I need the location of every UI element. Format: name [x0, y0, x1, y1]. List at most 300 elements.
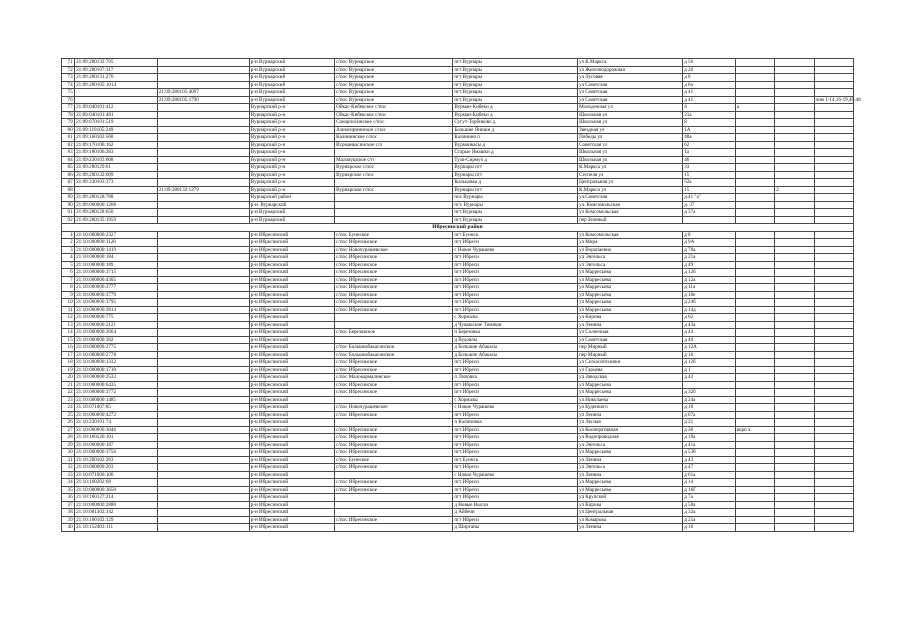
cell-premises-number	[157, 201, 249, 209]
cell-street: ул Советская	[578, 96, 683, 104]
cell-cadastral-number: 21:10:160202:68	[75, 479, 158, 487]
cell-apartment	[775, 141, 814, 149]
cell-house: д 11а	[683, 284, 736, 292]
cell-district: р-н Ибресинский	[249, 291, 334, 299]
cell-row-number: 6	[62, 269, 75, 277]
cell-apartment	[775, 389, 814, 397]
cell-street: ул Николаева	[578, 396, 683, 404]
cell-apartment	[775, 344, 814, 352]
cell-street: ул Советская	[578, 336, 683, 344]
table-row	[62, 509, 854, 517]
cell-settlement-municipality: Азимсирминское с/пос	[335, 126, 453, 134]
table-row	[62, 104, 854, 112]
cell-row-number: 16	[62, 344, 75, 352]
cell-district: Вурнарский р-н	[249, 134, 334, 142]
cell-street: ул Воропаевна	[578, 246, 683, 254]
cell-apartment	[775, 156, 814, 164]
cell-settlement-municipality: Санарпосинское с/пос	[335, 119, 453, 127]
cell-settlement-municipality: Вурнарское с/пос	[335, 164, 453, 172]
cell-locality: Кольцовка д	[453, 179, 578, 187]
cell-house: д 8	[683, 74, 736, 82]
cell-house: д 43а	[683, 321, 736, 329]
cell-building	[735, 359, 774, 367]
cell-premises-number	[157, 231, 249, 239]
table-row	[62, 479, 854, 487]
cell-locality: пгт Ибреси	[453, 441, 578, 449]
cell-building	[735, 276, 774, 284]
cell-building	[735, 216, 774, 224]
cell-apartment	[775, 314, 814, 322]
cell-premises-number	[157, 404, 249, 412]
table-row	[62, 524, 854, 532]
cell-apartment	[775, 479, 814, 487]
cell-premises-number	[157, 449, 249, 457]
cell-premises-number	[157, 156, 249, 164]
cell-house: д 9А	[683, 239, 736, 247]
cell-row-number: 73	[62, 74, 75, 82]
cell-cadastral-number: 21:10:000000:3795	[75, 299, 158, 307]
cell-locality: Старые Ямашки д	[453, 149, 578, 157]
cell-cadastral-number: 21:09:280131:270	[75, 74, 158, 82]
cell-settlement-municipality	[335, 216, 453, 224]
cell-apartment	[775, 239, 814, 247]
cell-building	[735, 164, 774, 172]
table-row	[62, 494, 854, 502]
cell-district: р-н Вурнарский	[249, 209, 334, 217]
cell-building	[735, 156, 774, 164]
cell-house: д 20	[683, 66, 736, 74]
cell-premises-number	[157, 276, 249, 284]
cell-locality: Тузи-Сирмуч д	[453, 156, 578, 164]
cell-district: р-н Ибресинский	[249, 434, 334, 442]
cell-house: 21а	[683, 111, 736, 119]
cell-settlement-municipality: с/пос Большеабакасинское	[335, 351, 453, 359]
cell-note	[814, 126, 854, 134]
cell-settlement-municipality: с/пос Ибресинское	[335, 464, 453, 472]
cell-premises-number	[157, 329, 249, 337]
table-row	[62, 119, 854, 127]
cell-building	[735, 254, 774, 262]
section-title: Ибресинский район	[62, 224, 854, 232]
cell-building	[735, 179, 774, 187]
cell-house: д 41	[683, 96, 736, 104]
cell-street: К.Маркса ул	[578, 164, 683, 172]
cell-district: р-н Ибресинский	[249, 344, 334, 352]
cell-building	[735, 231, 774, 239]
cell-house: д 8	[683, 231, 736, 239]
cell-street: ул Ленина	[578, 321, 683, 329]
cell-cadastral-number: 21:09:280129:61	[75, 164, 158, 172]
cell-house: д. 37	[683, 201, 736, 209]
cell-row-number: 75	[62, 89, 75, 97]
cell-district: р-н Ибресинский	[249, 239, 334, 247]
section-header-group	[62, 224, 854, 232]
cell-locality: пгт Ибреси	[453, 494, 578, 502]
cell-apartment	[775, 89, 814, 97]
cell-row-number: 27	[62, 426, 75, 434]
cell-cadastral-number: 21:09:180106:283	[75, 149, 158, 157]
cell-cadastral-number: 21:09:280105:1014	[75, 81, 158, 89]
cell-locality: пгт Ибреси	[453, 381, 578, 389]
cell-settlement-municipality: Вурманкасинское с/п	[335, 141, 453, 149]
cell-cadastral-number: 21:10:000000:189	[75, 261, 158, 269]
cell-house: д 53б	[683, 449, 736, 457]
cell-house: д 16	[683, 351, 736, 359]
cell-locality: Вурман-Кибеки д	[453, 104, 578, 112]
cell-note	[814, 276, 854, 284]
table-row	[62, 126, 854, 134]
cell-row-number: 10	[62, 299, 75, 307]
cell-apartment	[775, 134, 814, 142]
cell-note	[814, 351, 854, 359]
cell-settlement-municipality	[335, 471, 453, 479]
cell-note	[814, 366, 854, 374]
cell-cadastral-number: 21:10:152403:111	[75, 524, 158, 532]
cell-cadastral-number: 21:10:000000:3779	[75, 291, 158, 299]
cell-row-number: 86	[62, 171, 75, 179]
register-table	[61, 58, 861, 532]
table-row	[62, 216, 854, 224]
cell-note	[814, 66, 854, 74]
table-row	[62, 366, 854, 374]
cell-settlement-municipality	[335, 209, 453, 217]
cell-note	[814, 426, 854, 434]
cell-settlement-municipality: Вурнарское с/пос	[335, 186, 453, 194]
cell-row-number: 78	[62, 111, 75, 119]
cell-house: д 24б	[683, 299, 736, 307]
table-row	[62, 464, 854, 472]
cell-locality: пгт Ибреси	[453, 516, 578, 524]
cell-note	[814, 186, 854, 194]
cell-note	[814, 74, 854, 82]
cell-premises-number	[157, 126, 249, 134]
cell-note	[814, 471, 854, 479]
cell-cadastral-number: 21:09:000000:1266	[75, 201, 158, 209]
cell-building	[735, 456, 774, 464]
section-header-row	[62, 224, 854, 232]
cell-apartment	[775, 194, 814, 202]
cell-premises-number	[157, 381, 249, 389]
cell-district: р-н Вурнарский	[249, 66, 334, 74]
cell-note	[814, 239, 854, 247]
cell-note	[814, 299, 854, 307]
cell-premises-number	[157, 351, 249, 359]
cell-house: д 41	[683, 89, 736, 97]
cell-house: д 18	[683, 404, 736, 412]
cell-locality: пгт Вурнары	[453, 81, 578, 89]
cell-street: Советская ул	[578, 141, 683, 149]
cell-note	[814, 119, 854, 127]
cell-building	[735, 261, 774, 269]
cell-house	[683, 216, 736, 224]
cell-street: Школьная ул	[578, 149, 683, 157]
cell-street: ул Железнодорожная	[578, 66, 683, 74]
cell-settlement-municipality	[335, 314, 453, 322]
cell-street: ул Ленина	[578, 471, 683, 479]
cell-district: Вурнарский р-н	[249, 119, 334, 127]
cell-settlement-municipality: с/пос Вурнарское	[335, 96, 453, 104]
cell-settlement-municipality	[335, 336, 453, 344]
cell-apartment	[775, 351, 814, 359]
cell-street: Центральная ул	[578, 179, 683, 187]
cell-settlement-municipality	[335, 321, 453, 329]
cell-cadastral-number: 21:10:000000:3715	[75, 269, 158, 277]
table-row	[62, 411, 854, 419]
cell-premises-number	[157, 486, 249, 494]
table-row	[62, 381, 854, 389]
cell-premises-number	[157, 471, 249, 479]
cell-building	[735, 381, 774, 389]
cell-house	[683, 381, 736, 389]
cell-house: 15	[683, 171, 736, 179]
cell-settlement-municipality: с/пос Ибресинское	[335, 239, 453, 247]
cell-street: Молодежная ул	[578, 104, 683, 112]
cell-house: 62	[683, 141, 736, 149]
cell-building	[735, 329, 774, 337]
cell-district: р-н Вурнарский	[249, 89, 334, 97]
cell-building	[735, 344, 774, 352]
table-row	[62, 74, 854, 82]
cell-house: д 14	[683, 479, 736, 487]
cell-district: р-н Ибресинский	[249, 374, 334, 382]
cell-settlement-municipality: с/пос Буинское	[335, 231, 453, 239]
cell-cadastral-number: 21:10:000000:2778	[75, 351, 158, 359]
cell-street: пер Зеленый	[578, 216, 683, 224]
cell-apartment	[775, 501, 814, 509]
cell-row-number: 14	[62, 329, 75, 337]
cell-premises-number	[157, 171, 249, 179]
cell-district: Вурнарский р-н	[249, 126, 334, 134]
cell-settlement-municipality	[335, 419, 453, 427]
cell-note	[814, 381, 854, 389]
cell-apartment	[775, 119, 814, 127]
cell-cadastral-number: 21:10:000000:2880	[75, 501, 158, 509]
cell-locality: пгт Вурнары	[453, 66, 578, 74]
cell-note	[814, 344, 854, 352]
cell-district: р-н Ибресинский	[249, 246, 334, 254]
cell-district: р-н Ибресинский	[249, 411, 334, 419]
cell-premises-number	[157, 306, 249, 314]
cell-district: Вурнарский р-н	[249, 111, 334, 119]
cell-locality: пгт Ибреси	[453, 306, 578, 314]
cell-district: Вурнарский р-н	[249, 171, 334, 179]
cell-premises-number: 21:09:280132:1279	[157, 186, 249, 194]
cell-building	[735, 374, 774, 382]
cell-street: пер Мирный	[578, 344, 683, 352]
cell-locality: пгт Ибреси	[453, 479, 578, 487]
cell-row-number: 89	[62, 194, 75, 202]
cell-cadastral-number: 21:10:230101:74	[75, 419, 158, 427]
cell-settlement-municipality: Ойкас-Кибекское с/пос	[335, 104, 453, 112]
cell-row-number: 84	[62, 156, 75, 164]
cell-premises-number	[157, 119, 249, 127]
cell-note	[814, 246, 854, 254]
cell-premises-number	[157, 411, 249, 419]
table-row	[62, 501, 854, 509]
cell-row-number: 36	[62, 494, 75, 502]
cell-locality: д Ширтаны	[453, 524, 578, 532]
cell-settlement-municipality: с/пос Вурнарское	[335, 66, 453, 74]
cell-note	[814, 164, 854, 172]
cell-district: р-н Вурнарский	[249, 81, 334, 89]
cell-locality: пгт Ибреси	[453, 434, 578, 442]
cell-district: Вурнарский р-н	[249, 141, 334, 149]
cell-locality: Калинино п	[453, 134, 578, 142]
cell-cadastral-number: 21:10:000000:3650	[75, 486, 158, 494]
cell-district: р-н Ибресинский	[249, 396, 334, 404]
cell-building	[735, 66, 774, 74]
cell-premises-number	[157, 501, 249, 509]
cell-cadastral-number: 21:09:330103:373	[75, 179, 158, 187]
cell-house: д 25а	[683, 516, 736, 524]
table-row	[62, 269, 854, 277]
cell-house: д 21	[683, 419, 736, 427]
cell-note	[814, 306, 854, 314]
cell-street: ул Лесная	[578, 419, 683, 427]
cell-building	[735, 419, 774, 427]
cell-settlement-municipality: с/пос Вурнарское	[335, 89, 453, 97]
table-row	[62, 471, 854, 479]
cell-street: ул Кирова	[578, 314, 683, 322]
table-row	[62, 449, 854, 457]
cell-locality: Вурнары пгт	[453, 171, 578, 179]
cell-settlement-municipality: с/пос Ибресинское	[335, 479, 453, 487]
cell-apartment	[775, 306, 814, 314]
cell-building	[735, 434, 774, 442]
cell-row-number: 92	[62, 216, 75, 224]
cell-building	[735, 494, 774, 502]
cell-cadastral-number: 21:10:000000:2121	[75, 321, 158, 329]
cell-locality: д Айбечи	[453, 509, 578, 517]
cell-building	[735, 479, 774, 487]
cell-apartment	[775, 456, 814, 464]
cell-district: р-н Ибресинский	[249, 486, 334, 494]
cell-cadastral-number: 21:09:040101:481	[75, 111, 158, 119]
cell-street: Победы ул	[578, 134, 683, 142]
cell-street: ул Энгельса	[578, 441, 683, 449]
cell-house: д 10е	[683, 291, 736, 299]
cell-district: р-н Вурнарский	[249, 74, 334, 82]
cell-street: Школьная ул	[578, 111, 683, 119]
cell-locality: пгт Ибреси	[453, 411, 578, 419]
cell-apartment	[775, 509, 814, 517]
cell-premises-number	[157, 74, 249, 82]
cell-apartment	[775, 171, 814, 179]
cell-house: 8	[683, 119, 736, 127]
cell-premises-number	[157, 314, 249, 322]
cell-settlement-municipality: с/пос Новочурашевское	[335, 404, 453, 412]
cell-apartment: 2	[775, 186, 814, 194]
cell-apartment	[775, 254, 814, 262]
cell-district: р-н Ибресинский	[249, 381, 334, 389]
cell-apartment	[775, 201, 814, 209]
cell-district: Вурнарский р-н	[249, 104, 334, 112]
cell-apartment	[775, 231, 814, 239]
cell-premises-number	[157, 66, 249, 74]
cell-settlement-municipality: с/пос Ибресинское	[335, 276, 453, 284]
cell-district: р-н Ибресинский	[249, 509, 334, 517]
table-row	[62, 329, 854, 337]
table-body-vurnary	[62, 59, 861, 224]
cell-district: р-н Ибресинский	[249, 441, 334, 449]
cell-settlement-municipality: с/пос Ибресинское	[335, 516, 453, 524]
cell-row-number: 24	[62, 404, 75, 412]
cell-cadastral-number: 21:10:000000:187	[75, 441, 158, 449]
cell-street: ул Марресьева	[578, 284, 683, 292]
cell-building	[735, 89, 774, 97]
cell-district: Вурнарский район	[249, 194, 334, 202]
cell-street: ул Марресьева	[578, 449, 683, 457]
cell-building	[735, 509, 774, 517]
cell-street: ул Заводская	[578, 374, 683, 382]
cell-cadastral-number: 21:10:071006:100	[75, 471, 158, 479]
cell-building	[735, 486, 774, 494]
cell-note	[814, 479, 854, 487]
table-row	[62, 396, 854, 404]
cell-note	[814, 516, 854, 524]
cell-row-number: 9	[62, 291, 75, 299]
cell-row-number: 74	[62, 81, 75, 89]
cell-locality: с Новое Чурашево	[453, 404, 578, 412]
cell-district: р-н Ибресинский	[249, 464, 334, 472]
cell-house: д 49	[683, 261, 736, 269]
cell-apartment	[775, 111, 814, 119]
cell-premises-number	[157, 366, 249, 374]
cell-apartment	[775, 396, 814, 404]
table-row	[62, 89, 854, 97]
cell-premises-number	[157, 179, 249, 187]
cell-settlement-municipality: с/пос Березовское	[335, 329, 453, 337]
cell-settlement-municipality: с/пос Ибресинское	[335, 261, 453, 269]
table-row	[62, 194, 854, 202]
cell-street: ул Марресьева	[578, 276, 683, 284]
table-row	[62, 314, 854, 322]
cell-locality: пгт Вурнары	[453, 89, 578, 97]
cell-house: д 7а	[683, 494, 736, 502]
cell-locality: пгт Вурнары	[453, 209, 578, 217]
cell-row-number: 87	[62, 179, 75, 187]
cell-house: д 1	[683, 366, 736, 374]
cell-house: д 61а	[683, 471, 736, 479]
cell-locality: с Новое Чурашево	[453, 471, 578, 479]
cell-building	[735, 501, 774, 509]
cell-locality: пгт Ибреси	[453, 284, 578, 292]
cell-street: ул Марресьева	[578, 291, 683, 299]
cell-locality: пгт Ибреси	[453, 366, 578, 374]
cell-building	[735, 141, 774, 149]
cell-cadastral-number: 21:10:000000:4272	[75, 411, 158, 419]
cell-premises-number	[157, 494, 249, 502]
cell-premises-number: 21:09:280105:1790	[157, 96, 249, 104]
cell-cadastral-number: 21:09:280128:788	[75, 194, 158, 202]
cell-note	[814, 336, 854, 344]
cell-row-number: 23	[62, 396, 75, 404]
cell-cadastral-number: 21:10:000000:184	[75, 254, 158, 262]
cell-district: р-н Ибресинский	[249, 449, 334, 457]
cell-cadastral-number: 21:09:170106:162	[75, 141, 158, 149]
cell-house: д 37а	[683, 209, 736, 217]
cell-premises-number	[157, 216, 249, 224]
cell-building	[735, 186, 774, 194]
cell-row-number: 79	[62, 119, 75, 127]
cell-street: ул Солнечная	[578, 329, 683, 337]
cell-district: Вурнарский р-н	[249, 179, 334, 187]
cell-premises-number	[157, 284, 249, 292]
cell-premises-number	[157, 261, 249, 269]
cell-row-number: 40	[62, 524, 75, 532]
cell-house: 48а	[683, 134, 736, 142]
cell-apartment	[775, 419, 814, 427]
